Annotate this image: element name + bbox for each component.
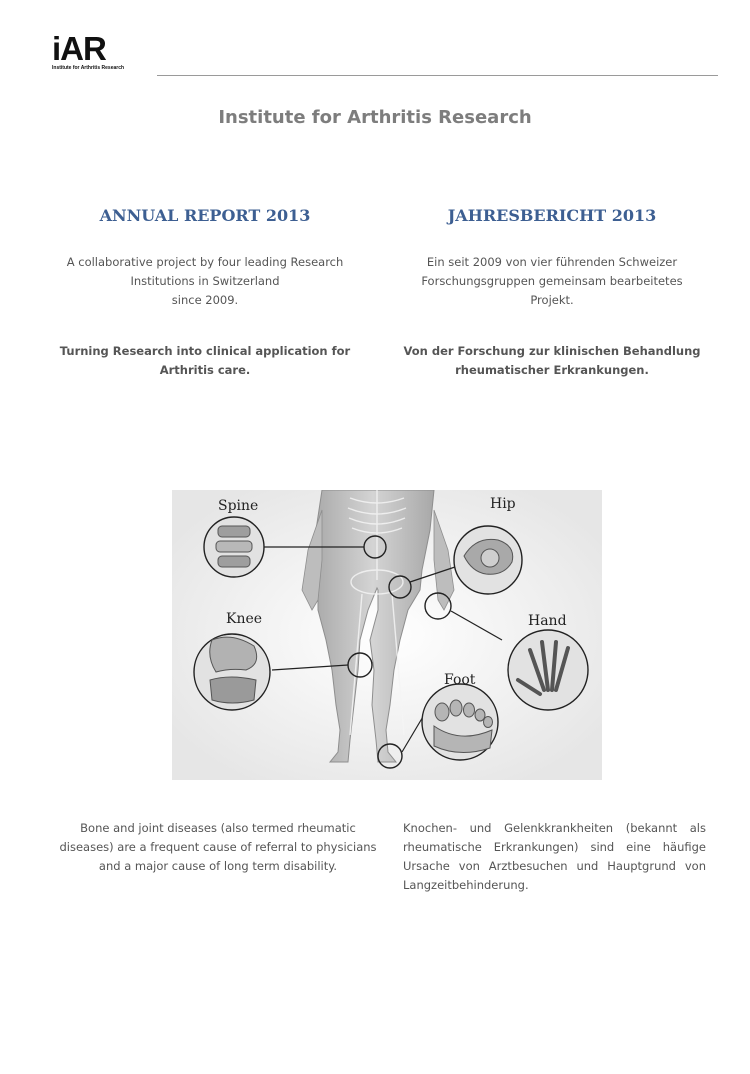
logo-mark: iAR bbox=[52, 30, 106, 67]
disease-text-german: Knochen- und Gelenkkrankheiten (bekannt als rheumatische Erkrankungen) sind eine häufige Ursache von Arztbesuchen und Hauptgrund von Langzeitbehinderung. bbox=[403, 821, 706, 892]
page-title: Institute for Arthritis Research bbox=[218, 107, 532, 128]
foot-detail bbox=[422, 684, 498, 760]
hip-detail bbox=[454, 526, 522, 594]
intro-german-line: Forschungsgruppen gemeinsam bearbeitetes bbox=[421, 274, 683, 288]
intro-german-line: Ein seit 2009 von vier führenden Schweizer bbox=[426, 255, 678, 269]
knee-detail bbox=[194, 634, 270, 710]
foot-label: Foot bbox=[444, 672, 476, 688]
spine-label: Spine bbox=[218, 498, 259, 514]
tagline-german: Von der Forschung zur klinischen Behandlung rheumatischer Erkrankungen. bbox=[403, 344, 701, 377]
intro-english-line: A collaborative project by four leading Research bbox=[66, 255, 344, 269]
jahresbericht-heading: JAHRESBERICHT 2013 bbox=[447, 206, 657, 225]
intro-english-line: since 2009. bbox=[171, 293, 239, 307]
hip-label: Hip bbox=[490, 496, 516, 512]
hand-detail bbox=[508, 630, 588, 710]
tagline-english: Turning Research into clinical application for Arthritis care. bbox=[59, 344, 351, 377]
iar-logo bbox=[52, 30, 125, 71]
annual-report-heading: ANNUAL REPORT 2013 bbox=[99, 206, 311, 225]
intro-english-line: Institutions in Switzerland bbox=[130, 274, 280, 288]
joints-illustration bbox=[172, 490, 602, 780]
intro-english bbox=[40, 253, 370, 310]
knee-label: Knee bbox=[226, 611, 263, 627]
intro-german bbox=[387, 253, 717, 310]
hand-label: Hand bbox=[528, 613, 567, 629]
disease-text-english: Bone and joint diseases (also termed rheumatic diseases) are a frequent cause of referral to physicians and a major cause of long term disability. bbox=[59, 821, 377, 873]
spine-detail bbox=[204, 517, 264, 577]
logo-subtitle: Institute for Arthritis Research bbox=[52, 65, 125, 71]
intro-german-line: Projekt. bbox=[530, 293, 574, 307]
header-rule bbox=[157, 75, 718, 76]
